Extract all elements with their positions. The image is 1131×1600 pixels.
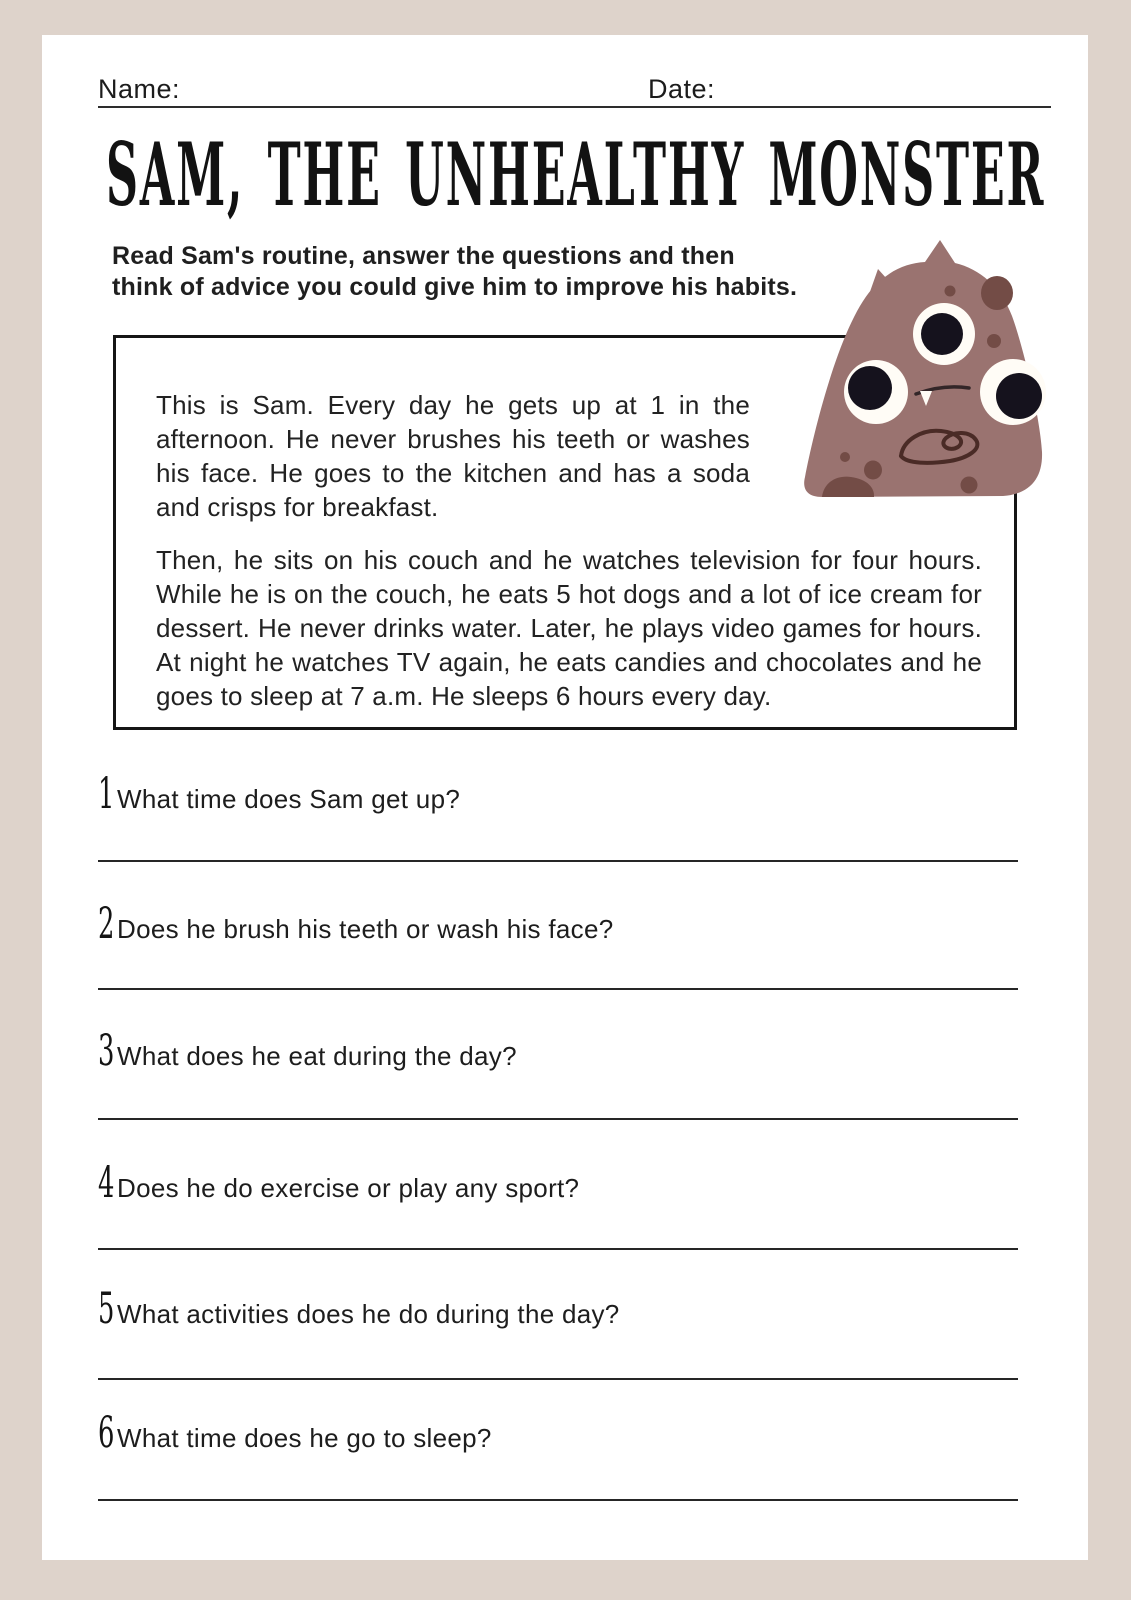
page-title: SAM, THE UNHEALTHY MONSTER (106, 124, 1046, 227)
instructions-text (112, 241, 797, 303)
question-5 (98, 1284, 1028, 1334)
question-2 (98, 899, 1028, 949)
passage-paragraph-2: Then, he sits on his couch and he watches television for four hours. While he is on the couch, he eats 5 hot dogs and a lot of ice cream for dessert. He never drinks water. Later, he plays video games for hours. At night he watches TV again, he eats candies and chocolates and he goes to sleep at 7 a.m. He sleeps 6 hours every day. (156, 545, 982, 711)
question-3-number: 3 (98, 1026, 115, 1076)
instructions-line-2: think of advice you could give him to improve his habits. (112, 273, 798, 301)
question-1 (98, 769, 1028, 819)
question-4-number: 4 (98, 1158, 115, 1208)
instructions-line-1: Read Sam's routine, answer the questions and then (112, 242, 735, 270)
monster-spot (840, 452, 850, 462)
answer-line-1[interactable] (98, 860, 1018, 862)
question-6-text: What time does he go to sleep? (117, 1423, 492, 1453)
answer-line-2[interactable] (98, 988, 1018, 990)
answer-line-4[interactable] (98, 1248, 1018, 1250)
monster-spot (864, 461, 882, 480)
question-3 (98, 1026, 1028, 1076)
question-2-number: 2 (98, 899, 115, 949)
question-5-number: 5 (98, 1284, 115, 1334)
answer-line-3[interactable] (98, 1118, 1018, 1120)
monster-top-pupil (921, 313, 963, 355)
monster-illustration (790, 221, 1050, 513)
question-4 (98, 1158, 1028, 1208)
answer-line-5[interactable] (98, 1378, 1018, 1380)
monster-spot (961, 477, 978, 494)
monster-spot (987, 334, 1001, 348)
worksheet-page (42, 35, 1088, 1560)
monster-right-pupil (996, 373, 1042, 419)
date-label: Date: (648, 74, 716, 104)
monster-spot (945, 286, 956, 297)
question-1-text: What time does Sam get up? (117, 784, 461, 814)
question-3-text: What does he eat during the day? (117, 1041, 517, 1071)
name-label: Name: (98, 74, 181, 104)
question-4-text: Does he do exercise or play any sport? (117, 1173, 580, 1203)
question-2-text: Does he brush his teeth or wash his face? (117, 914, 614, 944)
question-5-text: What activities does he do during the day? (117, 1299, 620, 1329)
name-date-fill-line[interactable] (98, 106, 1051, 108)
question-6-number: 6 (98, 1408, 115, 1458)
passage-paragraph-1: This is Sam. Every day he gets up at 1 in the afternoon. He never brushes his teeth or washes his face. He goes to the kitchen and has a soda and crisps for breakfast. (156, 390, 750, 522)
question-1-number: 1 (98, 769, 115, 819)
question-6 (98, 1408, 1028, 1458)
monster-left-pupil (848, 366, 892, 410)
monster-spot (981, 276, 1013, 310)
answer-line-6[interactable] (98, 1499, 1018, 1501)
